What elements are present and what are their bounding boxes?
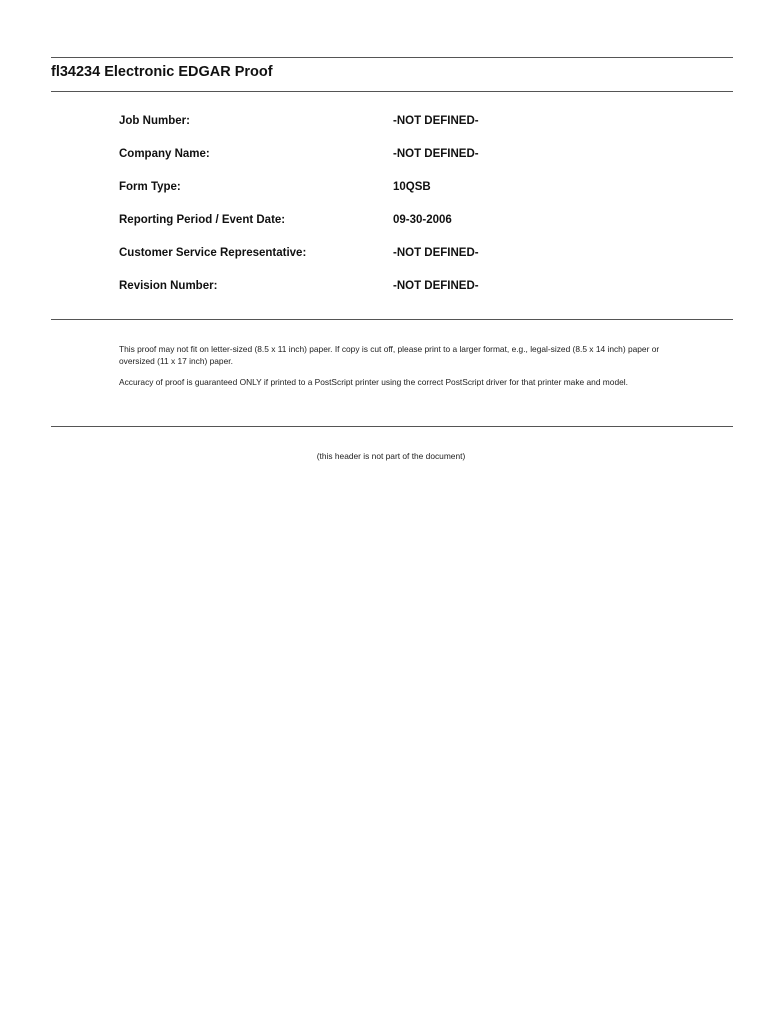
top-divider bbox=[51, 57, 733, 58]
field-value: -NOT DEFINED- bbox=[393, 115, 479, 127]
print-notes bbox=[119, 343, 664, 397]
page-title: fl34234 Electronic EDGAR Proof bbox=[51, 64, 273, 80]
field-row-company-name bbox=[119, 148, 679, 181]
notes-divider bbox=[51, 426, 733, 427]
field-value: -NOT DEFINED- bbox=[393, 247, 479, 259]
field-label: Company Name: bbox=[119, 148, 210, 160]
title-divider bbox=[51, 91, 733, 92]
field-row-job-number bbox=[119, 115, 679, 148]
field-label: Job Number: bbox=[119, 115, 190, 127]
field-label: Customer Service Representative: bbox=[119, 247, 307, 259]
field-label: Revision Number: bbox=[119, 280, 218, 292]
field-row-customer-service-rep bbox=[119, 247, 679, 280]
field-row-revision-number bbox=[119, 280, 679, 313]
field-value: 09-30-2006 bbox=[393, 214, 452, 226]
field-value: 10QSB bbox=[393, 181, 431, 193]
field-label: Reporting Period / Event Date: bbox=[119, 214, 286, 226]
accuracy-note: Accuracy of proof is guaranteed ONLY if printed to a PostScript printer using the correct PostScript driver for that printer make and model. bbox=[119, 377, 628, 387]
fields-divider bbox=[51, 319, 733, 320]
paper-size-note: This proof may not fit on letter-sized (8.5 x 11 inch) paper. If copy is cut off, please print to a larger format, e.g., legal-sized (8.5 x 14 inch) paper or oversized (11 x 17 inch) paper. bbox=[119, 344, 660, 366]
field-label: Form Type: bbox=[119, 181, 181, 193]
header-disclaimer: (this header is not part of the document) bbox=[316, 451, 466, 461]
field-value: -NOT DEFINED- bbox=[393, 148, 479, 160]
field-row-reporting-period bbox=[119, 214, 679, 247]
job-details-list bbox=[119, 115, 679, 313]
field-value: -NOT DEFINED- bbox=[393, 280, 479, 292]
field-row-form-type bbox=[119, 181, 679, 214]
